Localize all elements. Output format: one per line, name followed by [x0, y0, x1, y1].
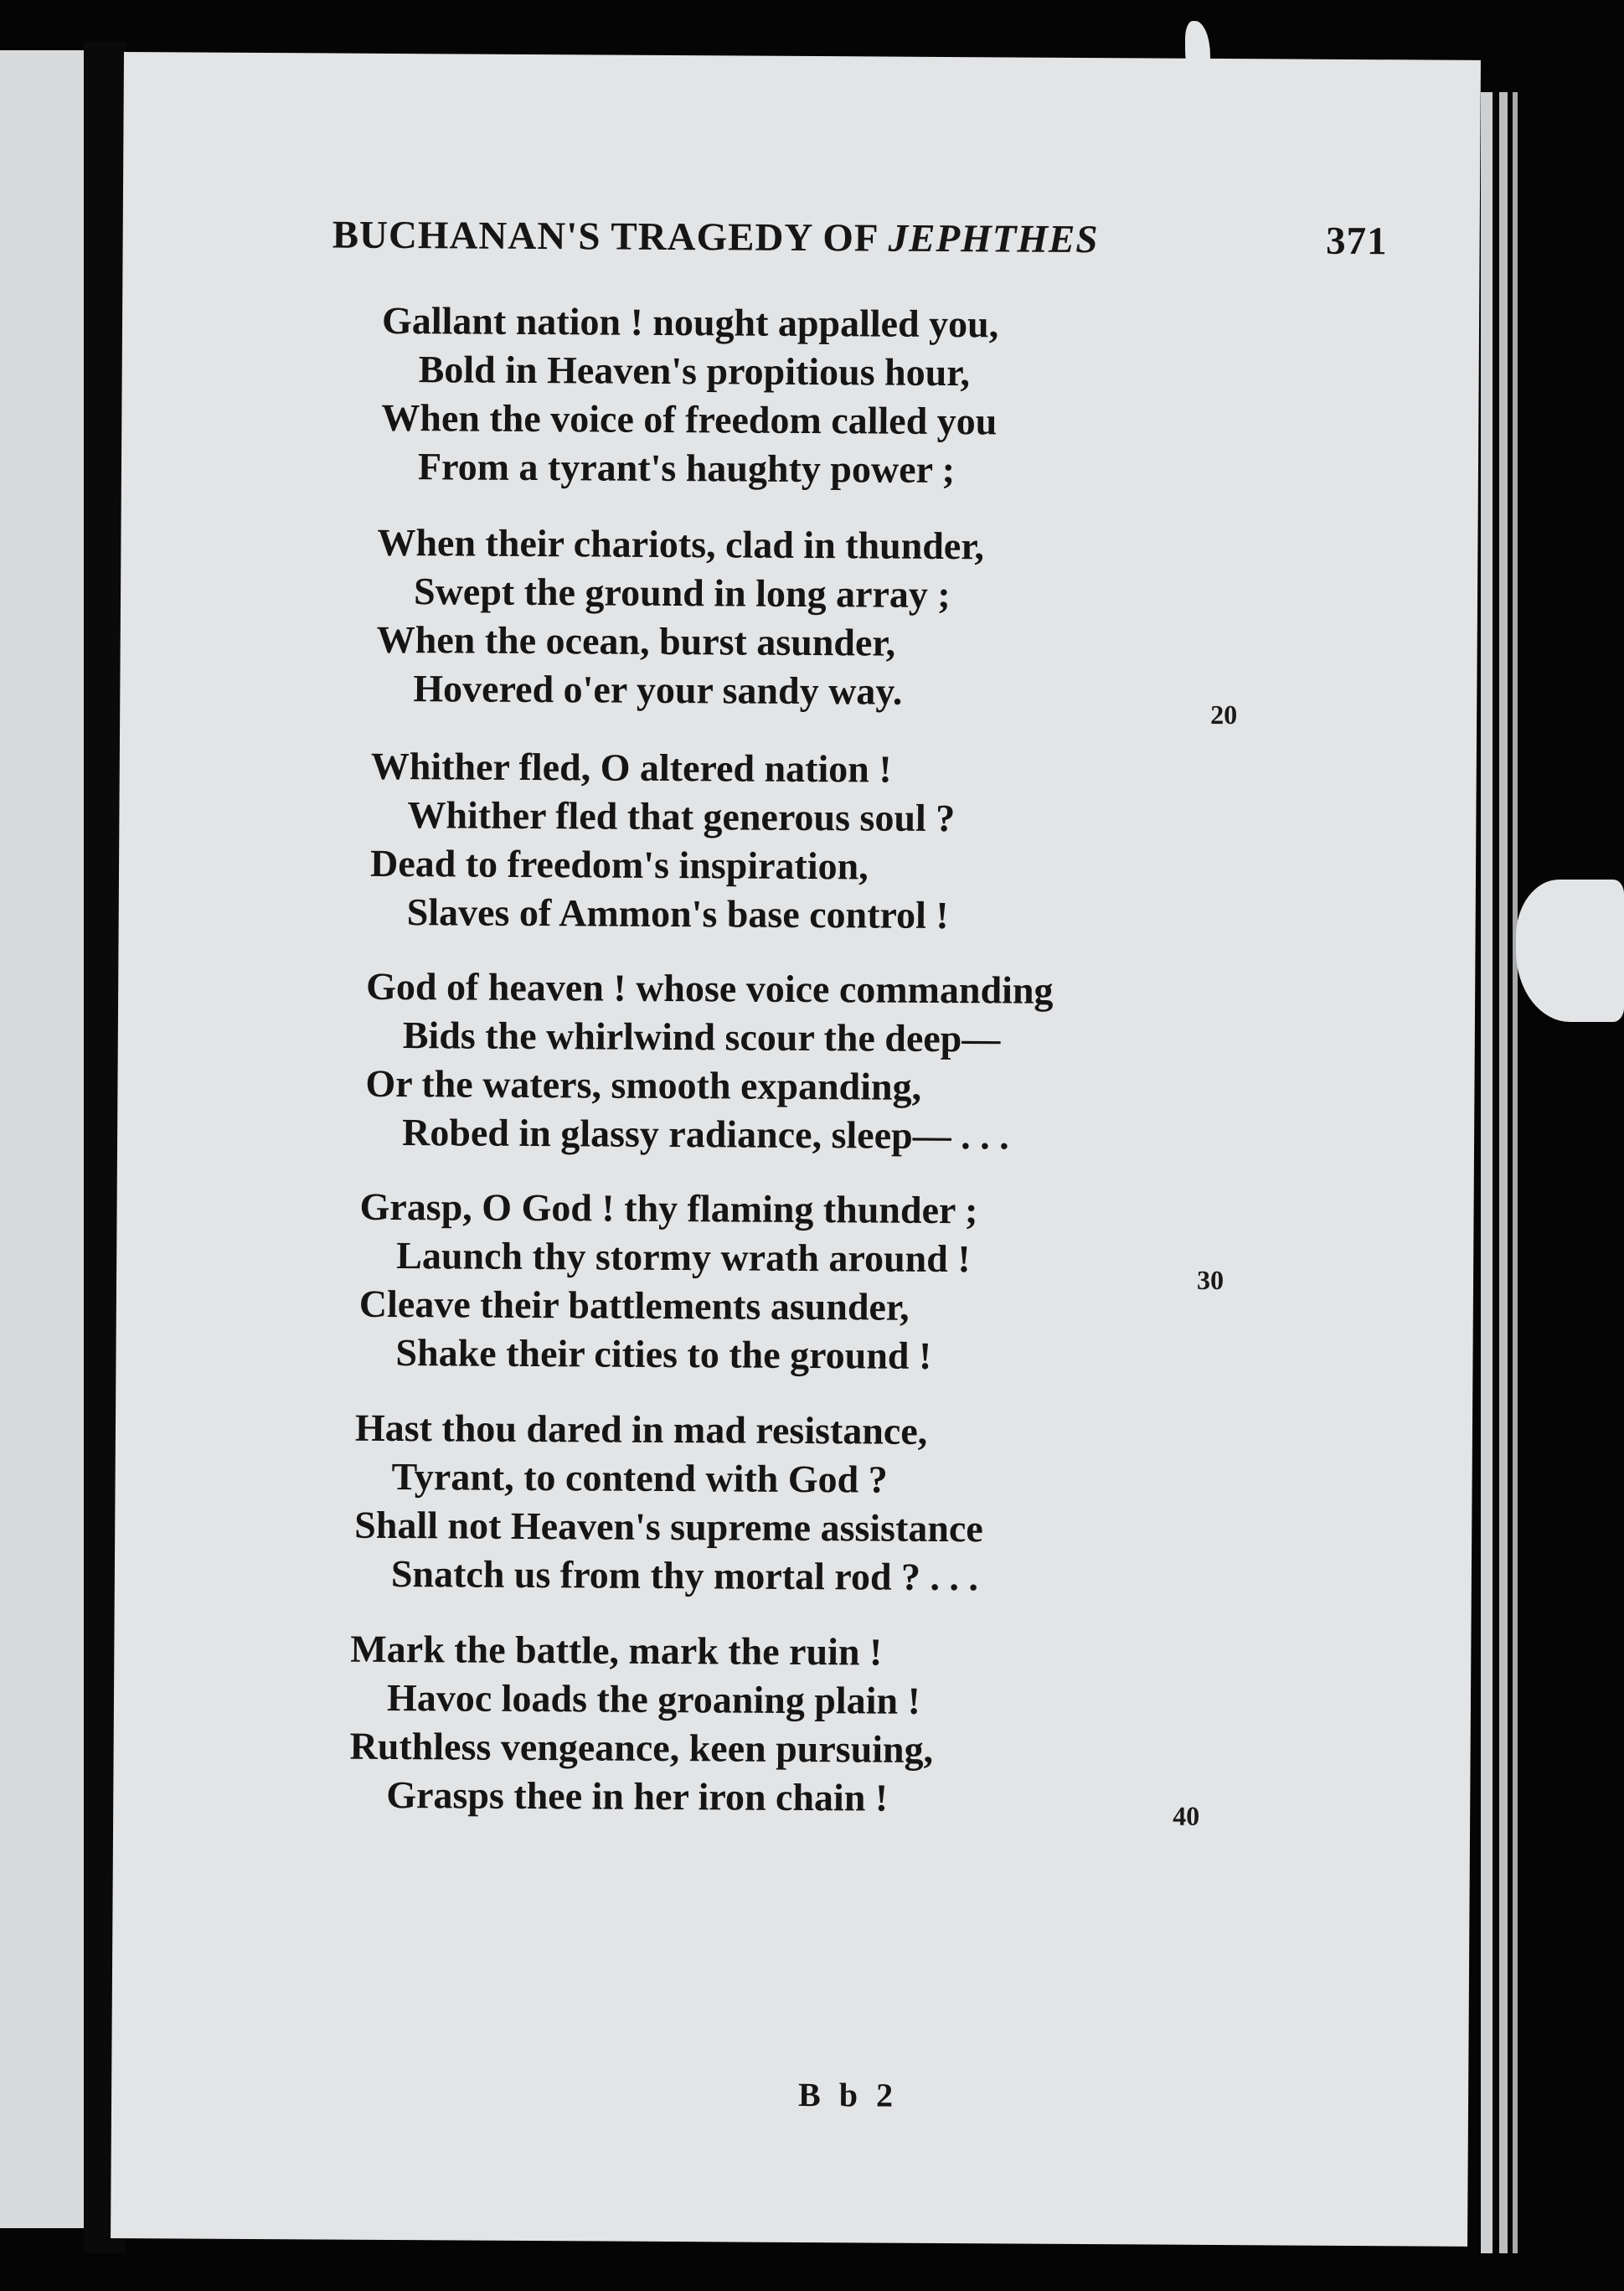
- verse-line: Whither fled, O altered nation !: [370, 744, 892, 791]
- running-head-title: BUCHANAN'S TRAGEDY OF: [332, 213, 879, 261]
- stanza-7: [349, 1625, 1188, 1824]
- verse-line: From a tyrant's haughty power ;: [417, 445, 956, 492]
- verse-line: Bold in Heaven's propitious hour,: [418, 348, 971, 395]
- verse-line: Mark the battle, mark the ruin !: [350, 1627, 883, 1674]
- stanza-4: [365, 962, 1204, 1162]
- running-head-title-italic: JEPHTHES: [888, 216, 1099, 262]
- verse-line: Swept the ground in long array ;: [413, 570, 951, 617]
- verse-line: Robed in glassy radiance, sleep— . . .: [401, 1111, 1009, 1158]
- page-stack-edge: [1481, 92, 1493, 2253]
- verse-line: Slaves of Ammon's base control !: [406, 890, 949, 937]
- page-stack-edge: [1499, 92, 1508, 2253]
- stanza-6: [354, 1404, 1193, 1603]
- verse-line: Hast thou dared in mad resistance,: [354, 1406, 928, 1453]
- verse-line: When their chariots, clad in thunder,: [377, 520, 985, 568]
- verse-line: Cleave their battlements asunder,: [358, 1282, 910, 1329]
- page-tear: [1516, 880, 1624, 1022]
- line-number: 20: [1210, 699, 1238, 730]
- page-number: 371: [1325, 219, 1388, 264]
- stanza-3: [370, 742, 1209, 942]
- stanza-2: [376, 519, 1214, 718]
- book-page: [111, 52, 1481, 2247]
- scan-artifact: [1185, 21, 1210, 80]
- verse-line: Shake their cities to the ground !: [395, 1331, 932, 1377]
- line-number: 40: [1173, 1800, 1200, 1831]
- verse-line: Shall not Heaven's supreme assistance: [354, 1503, 983, 1551]
- verse-line: Havoc loads the groaning plain !: [386, 1675, 921, 1722]
- verse-line: Or the waters, smooth expanding,: [365, 1061, 922, 1108]
- signature-mark: B b 2: [797, 2075, 899, 2114]
- verse-line: God of heaven ! whose voice commanding: [366, 964, 1054, 1012]
- verse-line: Snatch us from thy mortal rod ? . . .: [390, 1551, 979, 1599]
- verse-line: Grasp, O God ! thy flaming thunder ;: [359, 1184, 978, 1232]
- line-number: 30: [1196, 1264, 1224, 1296]
- verse-line: Launch thy stormy wrath around !: [396, 1234, 971, 1281]
- verse-line: Gallant nation ! nought appalled you,: [381, 298, 999, 346]
- facing-page-edge: [0, 50, 84, 2228]
- stanza-5: [358, 1183, 1197, 1382]
- verse-line: Grasps thee in her iron chain !: [386, 1772, 889, 1819]
- stanza-1: [381, 297, 1219, 496]
- verse-line: Hovered o'er your sandy way.: [413, 667, 903, 713]
- verse-line: Whither fled that generous soul ?: [407, 793, 956, 840]
- running-head: [333, 213, 1388, 265]
- verse-line: Bids the whirlwind scour the deep—: [402, 1014, 1001, 1060]
- verse-line: When the voice of freedom called you: [381, 395, 998, 443]
- verse-line: Ruthless vengeance, keen pursuing,: [349, 1724, 934, 1771]
- verse-line: Tyrant, to contend with God ?: [391, 1454, 888, 1501]
- verse-line: When the ocean, burst asunder,: [376, 617, 896, 664]
- verse-line: Dead to freedom's inspiration,: [369, 841, 869, 888]
- page-stack-edge: [1513, 92, 1518, 2253]
